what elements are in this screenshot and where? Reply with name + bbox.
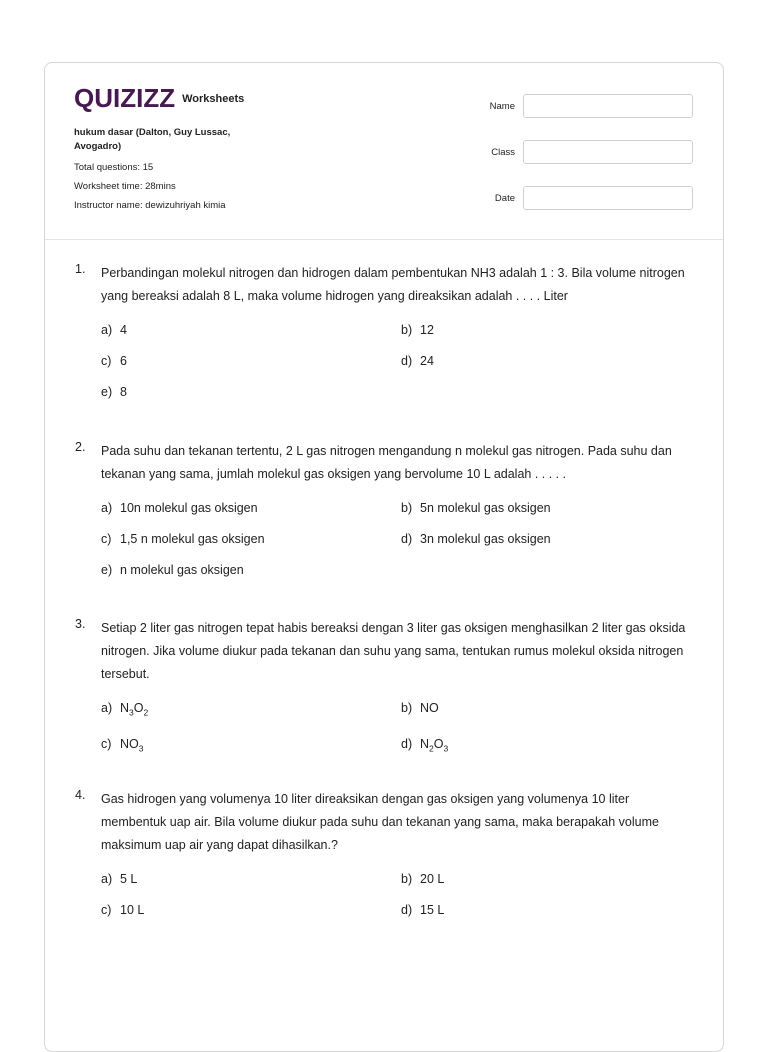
option-c[interactable] bbox=[101, 351, 401, 372]
option-b[interactable] bbox=[401, 320, 701, 341]
option-key: d) bbox=[401, 532, 413, 546]
option-b[interactable] bbox=[401, 498, 701, 519]
option-text: 10n molekul gas oksigen bbox=[120, 501, 258, 515]
name-label: Name bbox=[489, 100, 515, 112]
question-text: Setiap 2 liter gas nitrogen tepat habis bereaksi dengan 3 liter gas oksigen menghasilkan 2 liter gas oksida nitrogen. Jika volume diukur pada tekanan dan suhu yang sama, tentukan rumus molekul oksida nitrogen tersebut. bbox=[101, 621, 686, 681]
question-text: Pada suhu dan tekanan tertentu, 2 L gas nitrogen mengandung n molekul gas nitrogen. Pada suhu dan tekanan yang sama, jumlah molekul gas oksigen yang bervolume 10 L adalah . . . . . bbox=[101, 444, 672, 481]
question-4 bbox=[75, 788, 695, 921]
option-a[interactable] bbox=[101, 498, 401, 519]
date-label: Date bbox=[494, 192, 515, 204]
option-text: 24 bbox=[420, 354, 434, 368]
option-e[interactable] bbox=[101, 560, 401, 581]
student-fields bbox=[473, 94, 693, 232]
option-key: d) bbox=[401, 903, 413, 917]
option-key: b) bbox=[401, 701, 413, 715]
option-key: b) bbox=[401, 872, 413, 886]
worksheet-header bbox=[45, 63, 723, 240]
option-key: c) bbox=[101, 532, 112, 546]
option-key: e) bbox=[101, 385, 113, 399]
option-key: c) bbox=[101, 354, 112, 368]
worksheet-time: Worksheet time: 28mins bbox=[74, 181, 176, 192]
question-text: Perbandingan molekul nitrogen dan hidrogen dalam pembentukan NH3 adalah 1 : 3. Bila volume nitrogen yang bereaksi adalah 8 L, maka volume hidrogen yang direaksikan adalah . . . . Liter bbox=[101, 266, 685, 303]
instructor-name: Instructor name: dewizuhriyah kimia bbox=[74, 200, 226, 211]
option-text: 5n molekul gas oksigen bbox=[420, 501, 551, 515]
option-text: n molekul gas oksigen bbox=[120, 563, 244, 577]
question-number: 1. bbox=[75, 262, 86, 276]
question-number: 4. bbox=[75, 788, 86, 802]
option-text: 8 bbox=[120, 385, 127, 399]
name-row bbox=[473, 94, 693, 118]
question-1 bbox=[75, 262, 695, 403]
option-a[interactable] bbox=[101, 320, 401, 341]
option-key: d) bbox=[401, 736, 413, 751]
option-grid bbox=[101, 869, 695, 921]
worksheet-meta bbox=[74, 126, 274, 218]
option-key: d) bbox=[401, 354, 413, 368]
option-key: a) bbox=[101, 501, 113, 515]
question-text: Gas hidrogen yang volumenya 10 liter direaksikan dengan gas oksigen yang volumenya 10 liter membentuk uap air. Bila volume diukur pada suhu dan tekanan yang sama, maka berapakah volume maksimum uap air yang dapat dihasilkan.? bbox=[101, 792, 659, 852]
option-grid bbox=[101, 498, 695, 581]
quizizz-logo: QUIZIZZ bbox=[74, 83, 176, 113]
option-d[interactable] bbox=[401, 734, 701, 760]
option-text: 6 bbox=[120, 354, 127, 368]
worksheet-card bbox=[44, 62, 724, 1052]
question-3 bbox=[75, 617, 695, 759]
option-text: $N_3O_2$ bbox=[120, 701, 149, 718]
option-a[interactable] bbox=[101, 869, 401, 890]
question-number: 3. bbox=[75, 617, 86, 631]
option-text: 1,5 n molekul gas oksigen bbox=[120, 532, 265, 546]
option-key: c) bbox=[101, 903, 112, 917]
name-field[interactable] bbox=[523, 94, 693, 118]
option-key: b) bbox=[401, 323, 413, 337]
option-c[interactable] bbox=[101, 529, 401, 550]
option-text: 10 L bbox=[120, 903, 145, 917]
brand bbox=[74, 85, 244, 111]
option-b[interactable] bbox=[401, 869, 701, 890]
class-row bbox=[473, 140, 693, 164]
option-grid bbox=[101, 320, 695, 403]
option-a[interactable] bbox=[101, 698, 401, 724]
option-key: e) bbox=[101, 563, 113, 577]
option-c[interactable] bbox=[101, 734, 401, 760]
option-text: 4 bbox=[120, 323, 127, 337]
option-key: a) bbox=[101, 323, 113, 337]
option-e[interactable] bbox=[101, 382, 401, 403]
option-d[interactable] bbox=[401, 529, 701, 550]
option-text: NO bbox=[420, 701, 439, 715]
option-text: 5 L bbox=[120, 872, 138, 886]
option-d[interactable] bbox=[401, 351, 701, 372]
class-field[interactable] bbox=[523, 140, 693, 164]
question-2 bbox=[75, 440, 695, 581]
total-questions: Total questions: 15 bbox=[74, 162, 154, 173]
date-row bbox=[473, 186, 693, 210]
option-grid bbox=[101, 698, 695, 759]
class-label: Class bbox=[491, 146, 515, 158]
option-d[interactable] bbox=[401, 900, 701, 921]
option-key: c) bbox=[101, 736, 112, 751]
option-c[interactable] bbox=[101, 900, 401, 921]
option-b[interactable] bbox=[401, 698, 701, 724]
worksheet-title: hukum dasar (Dalton, Guy Lussac, Avogadro) bbox=[74, 127, 231, 152]
option-key: b) bbox=[401, 501, 413, 515]
option-key: a) bbox=[101, 872, 113, 886]
option-key: a) bbox=[101, 701, 113, 715]
question-number: 2. bbox=[75, 440, 86, 454]
option-text: 3n molekul gas oksigen bbox=[420, 532, 551, 546]
date-field[interactable] bbox=[523, 186, 693, 210]
brand-label: Worksheets bbox=[182, 93, 245, 105]
option-text: 15 L bbox=[420, 903, 445, 917]
option-text: 12 bbox=[420, 323, 434, 337]
option-text: $N_2O_3$ bbox=[420, 736, 449, 753]
option-text: 20 L bbox=[420, 872, 445, 886]
option-text: $NO_3$ bbox=[120, 736, 144, 753]
